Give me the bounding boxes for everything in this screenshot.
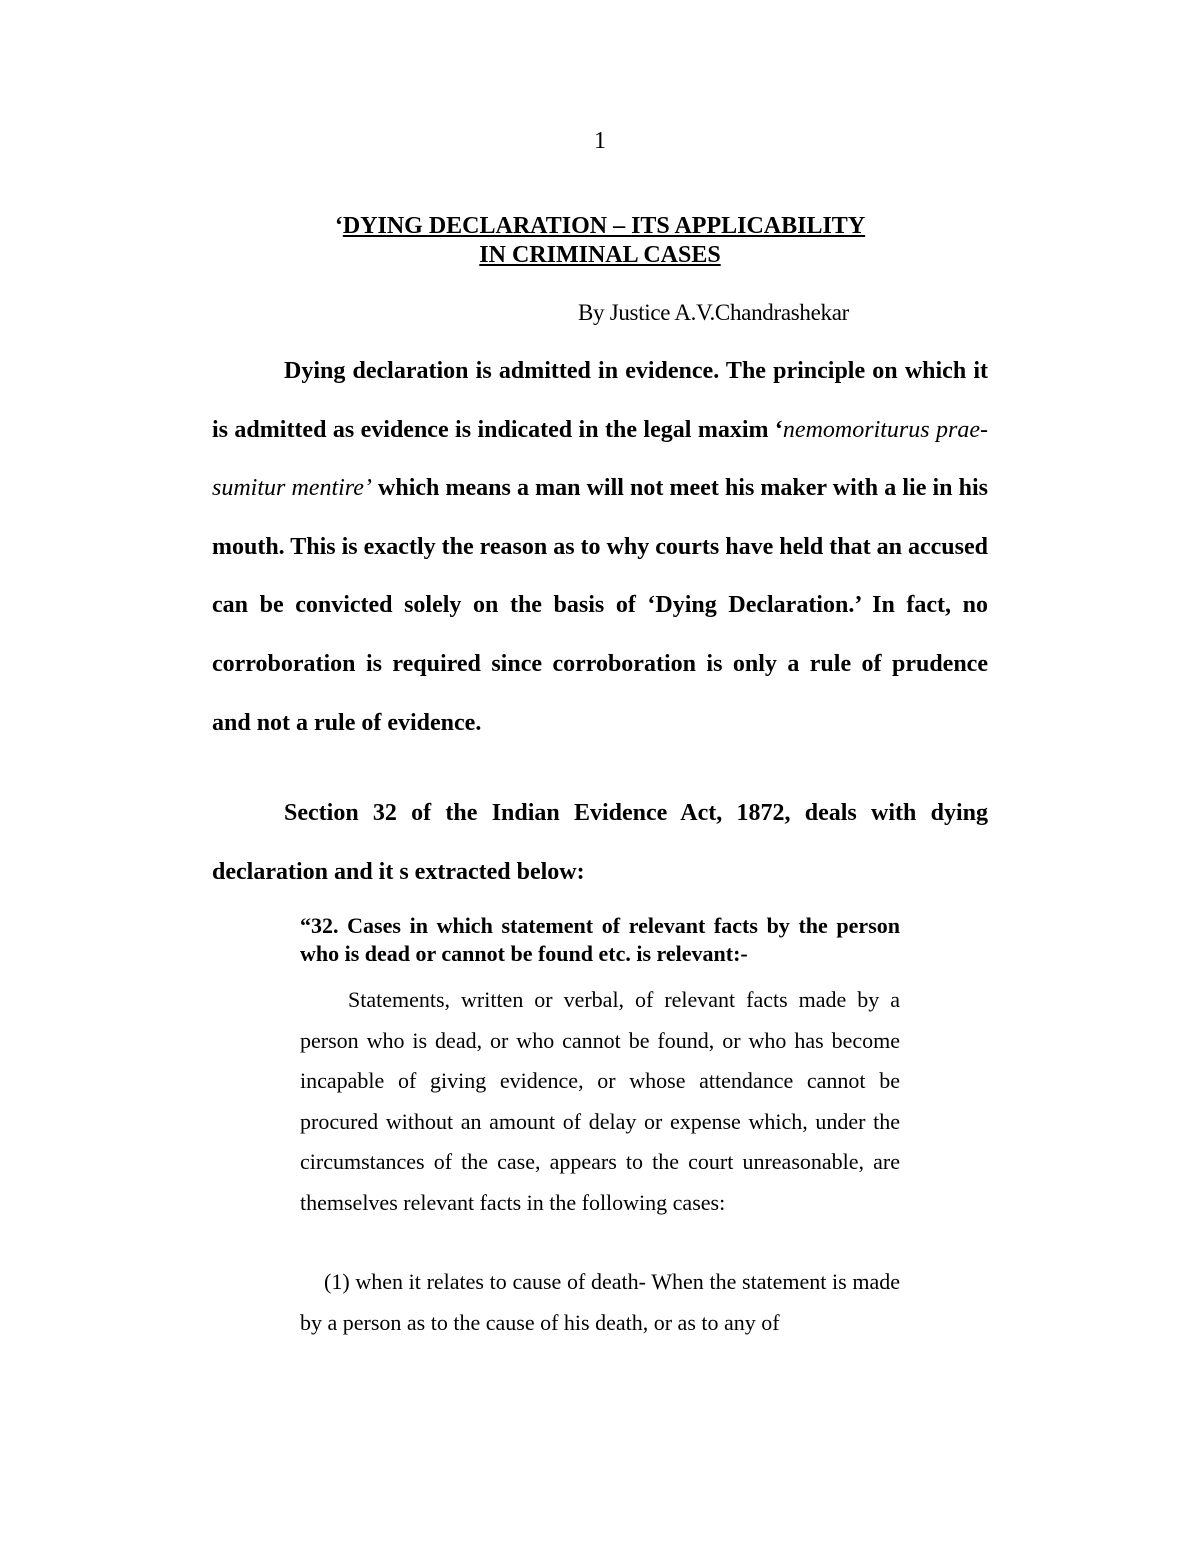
title-part-1: DYING DECLARATION – [342, 213, 632, 239]
legal-maxim: nemomoriturus prae-sumitur mentire’ [212, 416, 989, 502]
paragraph1-text-before: Dying declaration is admitted in evidence. The principle on which it is admitted as evidence is indicated in the legal maxim ‘ [212, 358, 988, 443]
title-part-3: IN CRIMINAL CASES [479, 242, 721, 268]
page-number: 1 [594, 128, 606, 154]
author-byline: By Justice A.V.Chandrashekar [578, 300, 849, 325]
title-part-2: ITS APPLICABILITY [631, 213, 866, 239]
paragraph1-text-after: which means a man will not meet his maker with a lie in his mouth. This is exactly the reason as to why courts have held that an accused can be convicted solely on the basis of ‘Dying Declaration.’ In fact, no corroboration is required since corroboration is only a rule of prudence and not a rule of evidence. [212, 475, 989, 736]
paragraph-dying-declaration [212, 342, 988, 752]
title-opening-quote: ‘ [334, 213, 343, 239]
title-line-1 [0, 212, 1200, 241]
title-line-2 [0, 241, 1200, 270]
quote-clause-1: (1) when it relates to cause of death- When the statement is made by a person as to the cause of his death, or as to any of [300, 1269, 900, 1335]
paragraph-section-32: Section 32 of the Indian Evidence Act, 1872, deals with dying declaration and it s extracted below: [212, 800, 988, 885]
document-title [0, 212, 1200, 270]
quote-heading: “32. Cases in which statement of relevant facts by the person who is dead or cannot be found etc. is relevant:- [300, 913, 900, 966]
quote-body: Statements, written or verbal, of relevant facts made by a person who is dead, or who cannot be found, or who has become incapable of giving evidence, or whose attendance cannot be procured without an amount of delay or expense which, under the circumstances of the case, appears to the court unreasonable, are themselves relevant facts in the following cases: [300, 987, 900, 1215]
